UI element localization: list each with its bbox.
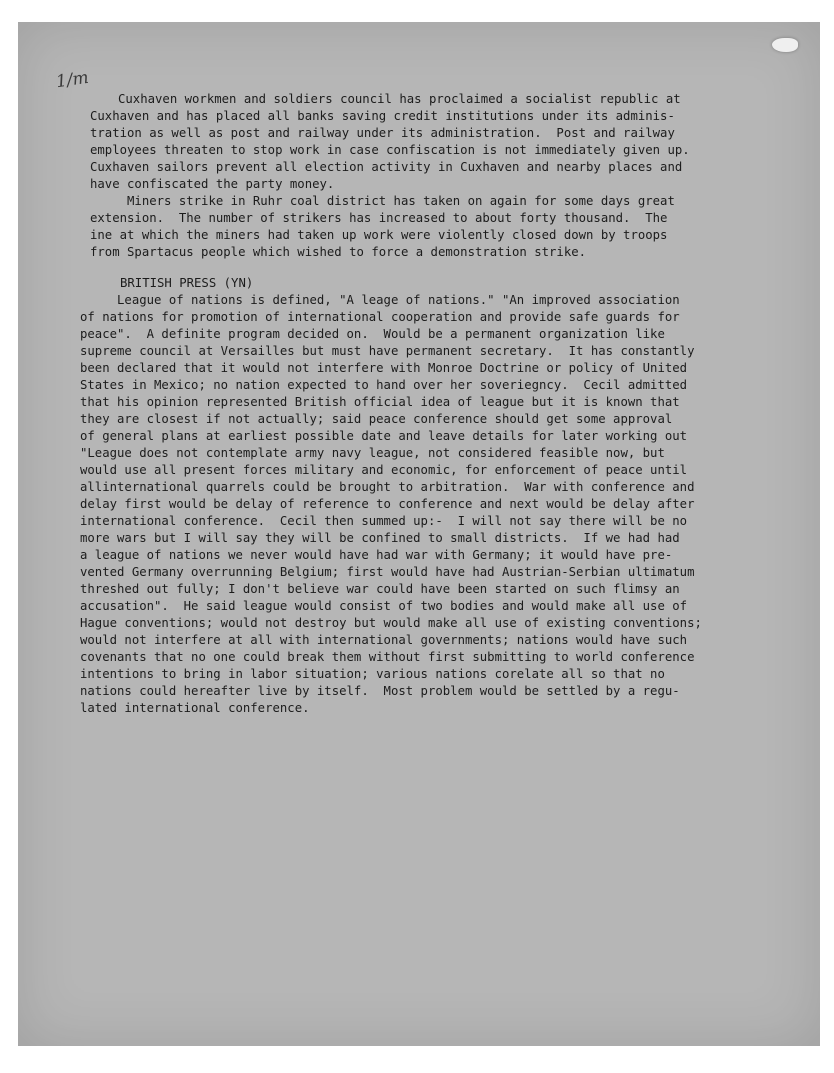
text-line: they are closest if not actually; said peace conference should get some approval: [80, 412, 673, 426]
text-line: covenants that no one could break them without first submitting to world conference: [80, 650, 695, 664]
text-line: been declared that it would not interfere with Monroe Doctrine or policy of United: [80, 361, 688, 375]
text-line: League of nations is defined, "A leage of nations." "An improved association: [80, 293, 680, 307]
text-line: extension. The number of strikers has increased to about forty thousand. The: [90, 211, 668, 225]
text-line: peace". A definite program decided on. Would be a permanent organization like: [80, 327, 665, 341]
text-line: Hague conventions; would not destroy but would make all use of existing conventions;: [80, 616, 702, 630]
text-line: would not interfere at all with international governments; nations would have such: [80, 633, 688, 647]
text-line: that his opinion represented British official idea of league but it is known that: [80, 395, 680, 409]
text-line: Cuxhaven workmen and soldiers council has proclaimed a socialist republic at: [118, 92, 681, 106]
text-line: have confiscated the party money.: [90, 177, 335, 191]
text-line: accusation". He said league would consist of two bodies and would make all use of: [80, 599, 688, 613]
text-line: tration as well as post and railway under its administration. Post and railway: [90, 126, 675, 140]
text-line: nations could hereafter live by itself. Most problem would be settled by a regu-: [80, 684, 680, 698]
staple-mark: [772, 38, 798, 52]
text-line: lated international conference.: [80, 701, 310, 715]
text-line: vented Germany overrunning Belgium; first would have had Austrian-Serbian ultimatum: [80, 565, 695, 579]
text-line: ine at which the miners had taken up work were violently closed down by troops: [90, 228, 668, 242]
section-heading: BRITISH PRESS (YN): [120, 276, 254, 290]
text-line: Cuxhaven sailors prevent all election activity in Cuxhaven and nearby places and: [90, 160, 683, 174]
text-line: allinternational quarrels could be brought to arbitration. War with conference and: [80, 480, 695, 494]
text-line: intentions to bring in labor situation; various nations corelate all so that no: [80, 667, 665, 681]
text-line: of nations for promotion of international cooperation and provide safe guards for: [80, 310, 680, 324]
text-line: Miners strike in Ruhr coal district has taken on again for some days great: [90, 194, 675, 208]
text-line: Cuxhaven and has placed all banks saving credit institutions under its adminis-: [90, 109, 675, 123]
text-line: "League does not contemplate army navy league, not considered feasible now, but: [80, 446, 665, 460]
text-line: of general plans at earliest possible date and leave details for later working out: [80, 429, 688, 443]
text-line: threshed out fully; I don't believe war could have been started on such flimsy an: [80, 582, 680, 596]
text-line: delay first would be delay of reference to conference and next would be delay after: [80, 497, 695, 511]
text-line: States in Mexico; no nation expected to hand over her soveriegncy. Cecil admitted: [80, 378, 688, 392]
handwritten-annotation: 1/m: [54, 67, 90, 93]
text-line: employees threaten to stop work in case confiscation is not immediately given up.: [90, 143, 690, 157]
text-line: more wars but I will say they will be confined to small districts. If we had had: [80, 531, 680, 545]
text-line: a league of nations we never would have had war with Germany; it would have pre-: [80, 548, 673, 562]
text-line: supreme council at Versailles but must have permanent secretary. It has constantly: [80, 344, 695, 358]
document-page: [18, 22, 820, 1046]
text-line: would use all present forces military and economic, for enforcement of peace until: [80, 463, 688, 477]
text-line: from Spartacus people which wished to force a demonstration strike.: [90, 245, 587, 259]
text-line: international conference. Cecil then summed up:- I will not say there will be no: [80, 514, 688, 528]
